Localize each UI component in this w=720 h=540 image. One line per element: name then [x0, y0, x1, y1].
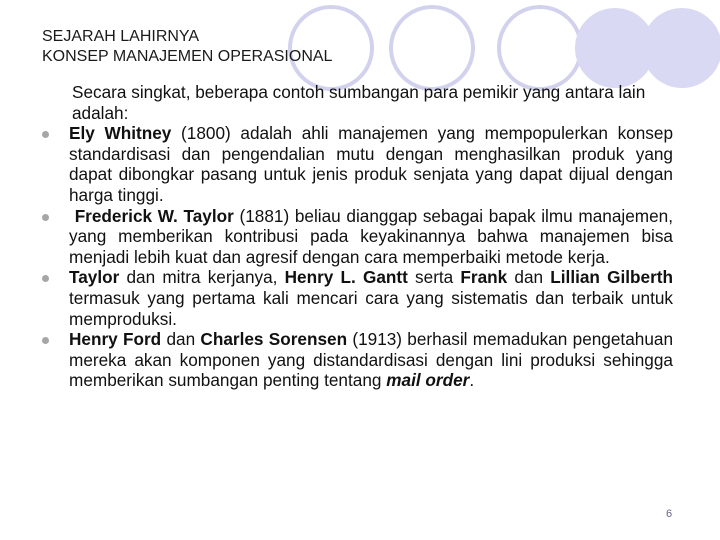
person-name: Lillian Gilberth [550, 267, 673, 288]
slide-title [42, 27, 332, 67]
bullet-icon [42, 131, 49, 138]
item-text: (1881) beliau dianggap sebagai bapak ilmu manajemen, yang memberikan kontribusi pada keyakinannya bahwa manajemen bisa menjadi lebih kuat dan agresif dengan cara memperbaiki metode kerja. [69, 205, 673, 267]
intro-text: Secara singkat, beberapa contoh sumbangan para pemikir yang antara lain adalah: [72, 82, 646, 123]
item-text: termasuk yang pertama kali mencari cara yang sistematis dan terbaik untuk memproduksi. [69, 287, 673, 329]
item-text: . [469, 370, 475, 391]
person-name: Taylor [69, 267, 120, 288]
person-name: Charles Sorensen [200, 329, 348, 350]
person-name: Henry L. Gantt [284, 267, 408, 288]
slide-body [69, 82, 673, 391]
list-item-ely-whitney [69, 123, 673, 205]
circle-filled-2 [642, 8, 720, 88]
bullet-icon [42, 337, 49, 344]
bullet-icon [42, 214, 49, 221]
title-line-1: SEJARAH LAHIRNYA [42, 28, 200, 45]
person-name: Ely Whitney [69, 123, 172, 144]
item-text: (1913) berhasil memadukan pengetahuan mereka akan komponen yang distandardisasi dengan lini produksi sehingga memberikan sumbangan penting tentang [69, 329, 673, 391]
title-line-2: KONSEP MANAJEMEN OPERASIONAL [42, 48, 333, 65]
item-text: dan [161, 329, 201, 350]
item-text: dan mitra kerjanya, [119, 267, 285, 288]
person-name: Frank [460, 267, 508, 288]
circle-outline-3 [499, 7, 581, 89]
page-number: 6 [666, 508, 673, 520]
list-item-ford-sorensen [69, 329, 673, 391]
item-text: (1800) adalah ahli manajemen yang mempopulerkan konsep standardisasi dan pengendalian mutu dengan menghasilkan produk yang dapat dibongkar pasang untuk jenis produk senjata yang dapat dijual dengan harga tinggi. [69, 123, 674, 205]
item-text: dan [507, 267, 551, 288]
emphasized-term: mail order [386, 370, 470, 391]
person-name: Henry Ford [69, 329, 162, 350]
list-item-frederick-taylor [69, 206, 673, 268]
bullet-icon [42, 275, 49, 282]
list-item-taylor-gantt-gilberth [69, 267, 673, 329]
person-name: Frederick W. Taylor [74, 205, 234, 226]
circle-outline-2 [391, 7, 473, 89]
item-text: serta [407, 267, 461, 288]
